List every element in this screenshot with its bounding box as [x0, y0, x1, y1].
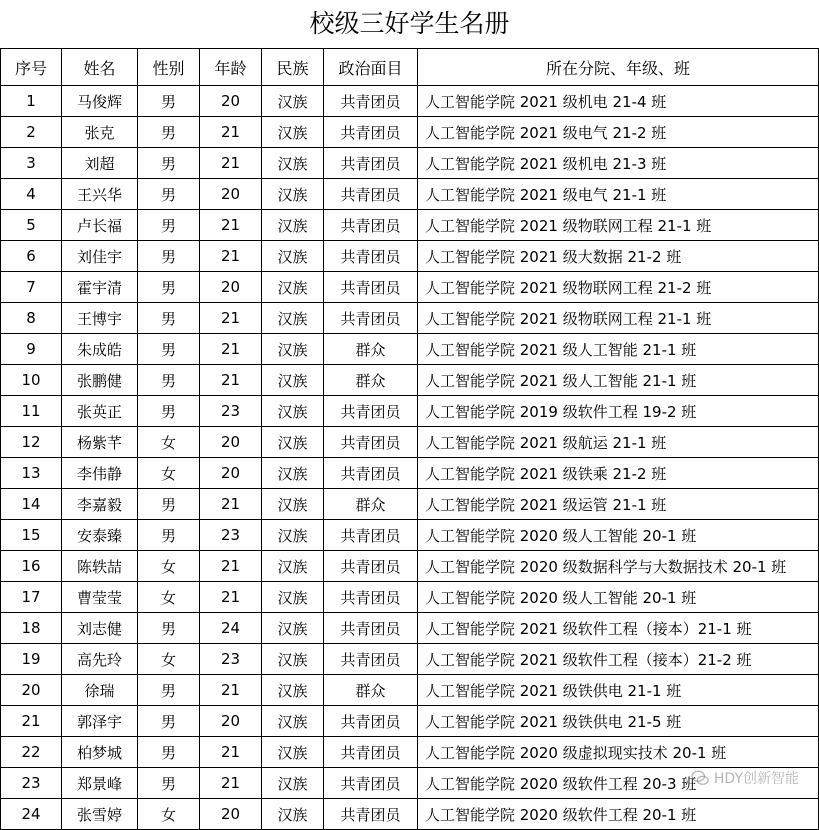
cell-age: 21 [200, 768, 262, 799]
cell-ethnicity: 汉族 [262, 334, 324, 365]
cell-class: 人工智能学院 2021 级运管 21-1 班 [418, 489, 819, 520]
cell-ethnicity: 汉族 [262, 86, 324, 117]
cell-class: 人工智能学院 2021 级航运 21-1 班 [418, 427, 819, 458]
cell-name: 郑景峰 [62, 768, 138, 799]
cell-ethnicity: 汉族 [262, 613, 324, 644]
cell-name: 朱成皓 [62, 334, 138, 365]
cell-name: 杨紫芊 [62, 427, 138, 458]
table-row [1, 365, 819, 396]
cell-age: 21 [200, 365, 262, 396]
table-row [1, 737, 819, 768]
cell-ethnicity: 汉族 [262, 148, 324, 179]
cell-ethnicity: 汉族 [262, 582, 324, 613]
cell-political-status: 共青团员 [324, 582, 418, 613]
cell-political-status: 共青团员 [324, 520, 418, 551]
cell-index: 12 [1, 427, 62, 458]
cell-age: 21 [200, 737, 262, 768]
cell-class: 人工智能学院 2021 级软件工程（接本）21-2 班 [418, 644, 819, 675]
table-row [1, 799, 819, 830]
cell-class: 人工智能学院 2021 级电气 21-2 班 [418, 117, 819, 148]
cell-gender: 男 [138, 272, 200, 303]
watermark [691, 767, 799, 789]
table-row [1, 427, 819, 458]
cell-gender: 女 [138, 427, 200, 458]
cell-class: 人工智能学院 2021 级物联网工程 21-1 班 [418, 210, 819, 241]
cell-political-status: 共青团员 [324, 396, 418, 427]
cell-gender: 男 [138, 210, 200, 241]
table-row [1, 148, 819, 179]
cell-ethnicity: 汉族 [262, 179, 324, 210]
cell-name: 张克 [62, 117, 138, 148]
cell-name: 马俊辉 [62, 86, 138, 117]
cell-class: 人工智能学院 2021 级机电 21-3 班 [418, 148, 819, 179]
table-row [1, 489, 819, 520]
cell-political-status: 共青团员 [324, 737, 418, 768]
cell-ethnicity: 汉族 [262, 117, 324, 148]
cell-political-status: 群众 [324, 365, 418, 396]
cell-age: 21 [200, 148, 262, 179]
cell-class: 人工智能学院 2021 级铁供电 21-5 班 [418, 706, 819, 737]
cell-index: 13 [1, 458, 62, 489]
cell-ethnicity: 汉族 [262, 489, 324, 520]
cell-name: 张鹏健 [62, 365, 138, 396]
cell-gender: 女 [138, 799, 200, 830]
table-row [1, 551, 819, 582]
cell-class: 人工智能学院 2021 级电气 21-1 班 [418, 179, 819, 210]
cell-political-status: 共青团员 [324, 768, 418, 799]
cell-index: 8 [1, 303, 62, 334]
header-political-status: 政治面目 [324, 49, 418, 86]
cell-gender: 女 [138, 644, 200, 675]
cell-class: 人工智能学院 2019 级软件工程 19-2 班 [418, 396, 819, 427]
cell-index: 7 [1, 272, 62, 303]
cell-age: 21 [200, 551, 262, 582]
cell-age: 21 [200, 334, 262, 365]
cell-ethnicity: 汉族 [262, 737, 324, 768]
cell-class: 人工智能学院 2021 级软件工程（接本）21-1 班 [418, 613, 819, 644]
cell-age: 20 [200, 86, 262, 117]
cell-gender: 男 [138, 365, 200, 396]
header-age: 年龄 [200, 49, 262, 86]
cell-gender: 男 [138, 303, 200, 334]
table-row [1, 613, 819, 644]
cell-name: 高先玲 [62, 644, 138, 675]
cell-age: 20 [200, 179, 262, 210]
cell-political-status: 共青团员 [324, 241, 418, 272]
cell-class: 人工智能学院 2020 级数据科学与大数据技术 20-1 班 [418, 551, 819, 582]
cell-political-status: 共青团员 [324, 179, 418, 210]
cell-class: 人工智能学院 2021 级物联网工程 21-2 班 [418, 272, 819, 303]
cell-ethnicity: 汉族 [262, 210, 324, 241]
cell-class: 人工智能学院 2021 级铁乘 21-2 班 [418, 458, 819, 489]
cell-age: 21 [200, 675, 262, 706]
header-ethnicity: 民族 [262, 49, 324, 86]
header-index: 序号 [1, 49, 62, 86]
cell-name: 李伟静 [62, 458, 138, 489]
cell-political-status: 共青团员 [324, 427, 418, 458]
cell-gender: 男 [138, 520, 200, 551]
wechat-icon [691, 769, 709, 787]
cell-ethnicity: 汉族 [262, 272, 324, 303]
cell-index: 1 [1, 86, 62, 117]
cell-gender: 男 [138, 241, 200, 272]
student-roster-table [0, 48, 819, 830]
cell-political-status: 共青团员 [324, 706, 418, 737]
cell-political-status: 共青团员 [324, 644, 418, 675]
cell-gender: 男 [138, 489, 200, 520]
cell-ethnicity: 汉族 [262, 644, 324, 675]
cell-index: 19 [1, 644, 62, 675]
cell-class: 人工智能学院 2020 级人工智能 20-1 班 [418, 582, 819, 613]
cell-index: 14 [1, 489, 62, 520]
cell-age: 21 [200, 117, 262, 148]
cell-name: 王兴华 [62, 179, 138, 210]
cell-class: 人工智能学院 2021 级物联网工程 21-1 班 [418, 303, 819, 334]
cell-name: 陈轶喆 [62, 551, 138, 582]
cell-class: 人工智能学院 2021 级人工智能 21-1 班 [418, 365, 819, 396]
cell-ethnicity: 汉族 [262, 551, 324, 582]
cell-name: 郭泽宇 [62, 706, 138, 737]
cell-political-status: 共青团员 [324, 551, 418, 582]
watermark-text: HDY创新智能 [713, 771, 799, 787]
cell-gender: 女 [138, 551, 200, 582]
table-row [1, 303, 819, 334]
cell-age: 21 [200, 241, 262, 272]
cell-name: 刘志健 [62, 613, 138, 644]
cell-age: 20 [200, 427, 262, 458]
cell-index: 22 [1, 737, 62, 768]
cell-political-status: 共青团员 [324, 303, 418, 334]
page-title: 校级三好学生名册 [309, 9, 510, 38]
header-row [1, 49, 819, 86]
cell-age: 20 [200, 458, 262, 489]
table-row [1, 706, 819, 737]
cell-name: 徐瑞 [62, 675, 138, 706]
cell-index: 11 [1, 396, 62, 427]
cell-gender: 男 [138, 396, 200, 427]
cell-ethnicity: 汉族 [262, 799, 324, 830]
table-row [1, 272, 819, 303]
table-row [1, 117, 819, 148]
header-name: 姓名 [62, 49, 138, 86]
header-class: 所在分院、年级、班 [418, 49, 819, 86]
cell-age: 20 [200, 272, 262, 303]
table-row [1, 582, 819, 613]
table-row [1, 179, 819, 210]
cell-index: 2 [1, 117, 62, 148]
cell-class: 人工智能学院 2020 级软件工程 20-3 班 [418, 768, 819, 799]
cell-political-status: 群众 [324, 334, 418, 365]
cell-political-status: 共青团员 [324, 458, 418, 489]
table-row [1, 86, 819, 117]
cell-gender: 男 [138, 737, 200, 768]
table-row [1, 241, 819, 272]
cell-index: 6 [1, 241, 62, 272]
cell-gender: 男 [138, 768, 200, 799]
cell-gender: 男 [138, 86, 200, 117]
cell-gender: 男 [138, 117, 200, 148]
table-row [1, 334, 819, 365]
cell-ethnicity: 汉族 [262, 365, 324, 396]
cell-index: 9 [1, 334, 62, 365]
cell-name: 王博宇 [62, 303, 138, 334]
cell-political-status: 共青团员 [324, 117, 418, 148]
cell-age: 20 [200, 799, 262, 830]
cell-age: 23 [200, 644, 262, 675]
cell-political-status: 共青团员 [324, 613, 418, 644]
cell-age: 24 [200, 613, 262, 644]
cell-index: 15 [1, 520, 62, 551]
cell-gender: 男 [138, 334, 200, 365]
cell-ethnicity: 汉族 [262, 675, 324, 706]
cell-index: 16 [1, 551, 62, 582]
cell-age: 21 [200, 582, 262, 613]
cell-class: 人工智能学院 2021 级铁供电 21-1 班 [418, 675, 819, 706]
cell-index: 4 [1, 179, 62, 210]
cell-gender: 男 [138, 179, 200, 210]
cell-class: 人工智能学院 2021 级人工智能 21-1 班 [418, 334, 819, 365]
cell-index: 3 [1, 148, 62, 179]
cell-index: 10 [1, 365, 62, 396]
cell-political-status: 共青团员 [324, 148, 418, 179]
cell-age: 23 [200, 520, 262, 551]
cell-ethnicity: 汉族 [262, 520, 324, 551]
cell-gender: 男 [138, 675, 200, 706]
cell-name: 张雪婷 [62, 799, 138, 830]
cell-age: 21 [200, 210, 262, 241]
table-row [1, 520, 819, 551]
cell-age: 20 [200, 706, 262, 737]
header-gender: 性别 [138, 49, 200, 86]
cell-age: 21 [200, 303, 262, 334]
cell-name: 霍宇清 [62, 272, 138, 303]
cell-index: 5 [1, 210, 62, 241]
cell-gender: 男 [138, 148, 200, 179]
cell-class: 人工智能学院 2020 级人工智能 20-1 班 [418, 520, 819, 551]
cell-name: 刘佳宇 [62, 241, 138, 272]
cell-age: 21 [200, 489, 262, 520]
cell-class: 人工智能学院 2021 级机电 21-4 班 [418, 86, 819, 117]
cell-age: 23 [200, 396, 262, 427]
cell-index: 20 [1, 675, 62, 706]
cell-ethnicity: 汉族 [262, 706, 324, 737]
cell-ethnicity: 汉族 [262, 241, 324, 272]
table-row [1, 644, 819, 675]
table-row [1, 396, 819, 427]
table-row [1, 210, 819, 241]
cell-name: 张英正 [62, 396, 138, 427]
cell-ethnicity: 汉族 [262, 458, 324, 489]
cell-ethnicity: 汉族 [262, 303, 324, 334]
cell-index: 17 [1, 582, 62, 613]
cell-ethnicity: 汉族 [262, 427, 324, 458]
cell-gender: 男 [138, 613, 200, 644]
cell-index: 24 [1, 799, 62, 830]
cell-political-status: 群众 [324, 675, 418, 706]
cell-political-status: 共青团员 [324, 272, 418, 303]
cell-name: 曹莹莹 [62, 582, 138, 613]
cell-gender: 男 [138, 706, 200, 737]
cell-class: 人工智能学院 2020 级软件工程 20-1 班 [418, 799, 819, 830]
table-row [1, 458, 819, 489]
cell-name: 卢长福 [62, 210, 138, 241]
cell-name: 李嘉毅 [62, 489, 138, 520]
cell-gender: 女 [138, 582, 200, 613]
cell-political-status: 群众 [324, 489, 418, 520]
cell-index: 18 [1, 613, 62, 644]
cell-political-status: 共青团员 [324, 210, 418, 241]
cell-index: 21 [1, 706, 62, 737]
cell-name: 刘超 [62, 148, 138, 179]
cell-class: 人工智能学院 2021 级大数据 21-2 班 [418, 241, 819, 272]
cell-ethnicity: 汉族 [262, 396, 324, 427]
cell-name: 柏梦城 [62, 737, 138, 768]
cell-gender: 女 [138, 458, 200, 489]
cell-class: 人工智能学院 2020 级虚拟现实技术 20-1 班 [418, 737, 819, 768]
cell-index: 23 [1, 768, 62, 799]
cell-political-status: 共青团员 [324, 86, 418, 117]
cell-political-status: 共青团员 [324, 799, 418, 830]
cell-name: 安泰臻 [62, 520, 138, 551]
table-row [1, 675, 819, 706]
cell-ethnicity: 汉族 [262, 768, 324, 799]
